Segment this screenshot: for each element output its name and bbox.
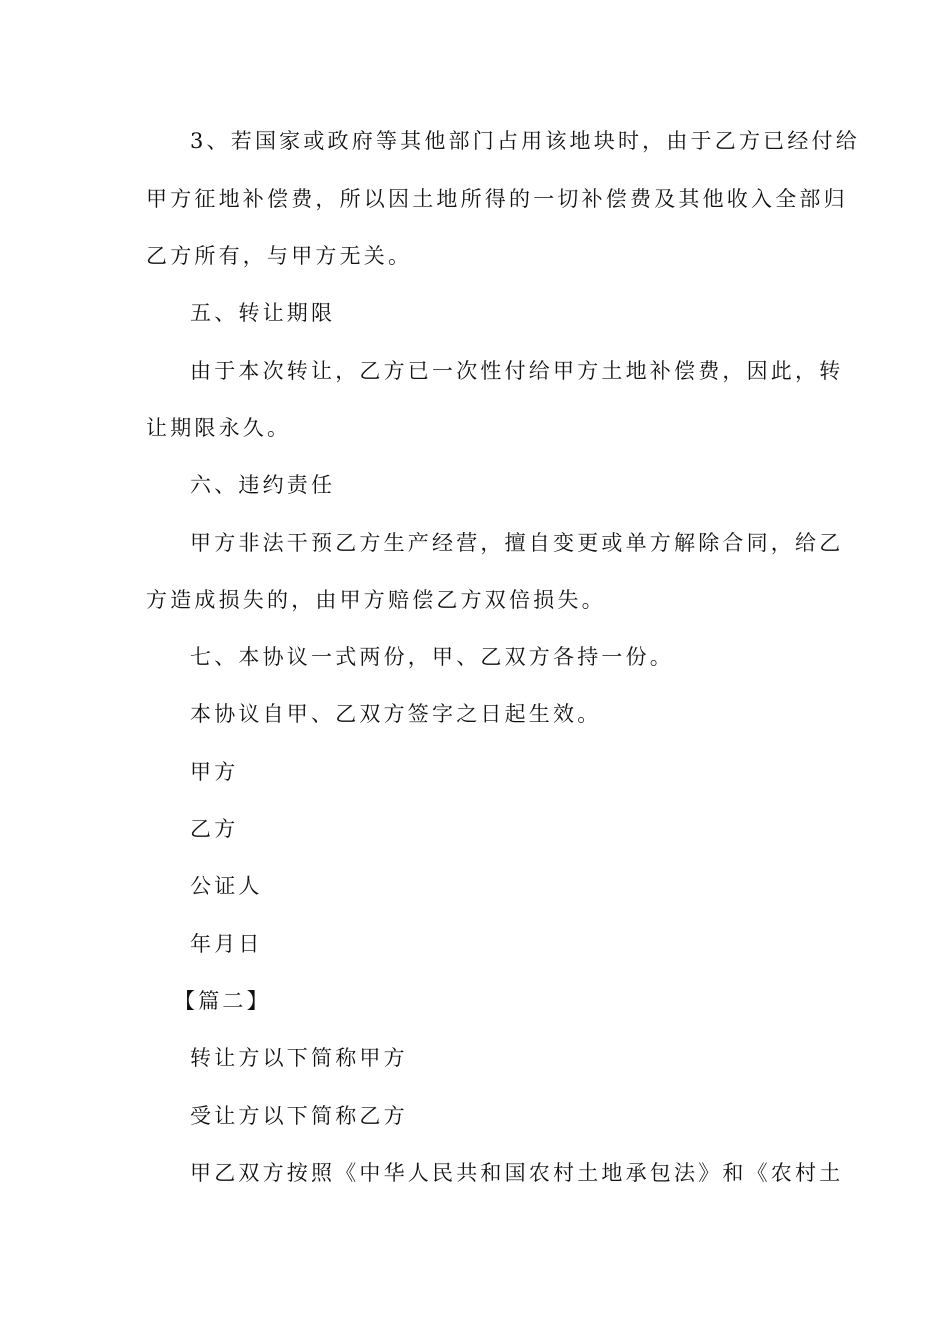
party-b-signature-label: 乙方 [190,817,239,841]
party-a-signature-label: 甲方 [190,760,239,784]
section-5-heading: 五、转让期限 [190,301,336,325]
section-5-line-2: 让期限永久。 [146,416,292,440]
transferee-line: 受让方以下简称乙方 [190,1104,408,1128]
section-5-line-1: 由于本次转让，乙方已一次性付给甲方土地补偿费，因此，转 [190,359,844,383]
clause-3-line-3: 乙方所有，与甲方无关。 [146,244,413,268]
section-7-line: 七、本协议一式两份，甲、乙双方各持一份。 [190,645,674,669]
clause-3-line-2: 甲方征地补偿费，所以因土地所得的一切补偿费及其他收入全部归 [146,187,848,211]
clause-3-line-1: 3、若国家或政府等其他部门占用该地块时，由于乙方已经付给 [190,129,860,153]
transferor-line: 转让方以下简称甲方 [190,1046,408,1070]
part-two-heading: 【篇二】 [174,989,271,1013]
notary-signature-label: 公证人 [190,874,263,898]
section-6-line-2: 方造成损失的，由甲方赔偿乙方双倍损失。 [146,588,606,612]
effective-clause: 本协议自甲、乙双方签字之日起生效。 [190,702,602,726]
section-6-heading: 六、违约责任 [190,473,336,497]
section-6-line-1: 甲方非法干预乙方生产经营，擅自变更或单方解除合同，给乙 [190,531,844,555]
date-label: 年月日 [190,932,263,956]
agreement-basis-line: 甲乙双方按照《中华人民共和国农村土地承包法》和《农村土 [190,1161,844,1185]
